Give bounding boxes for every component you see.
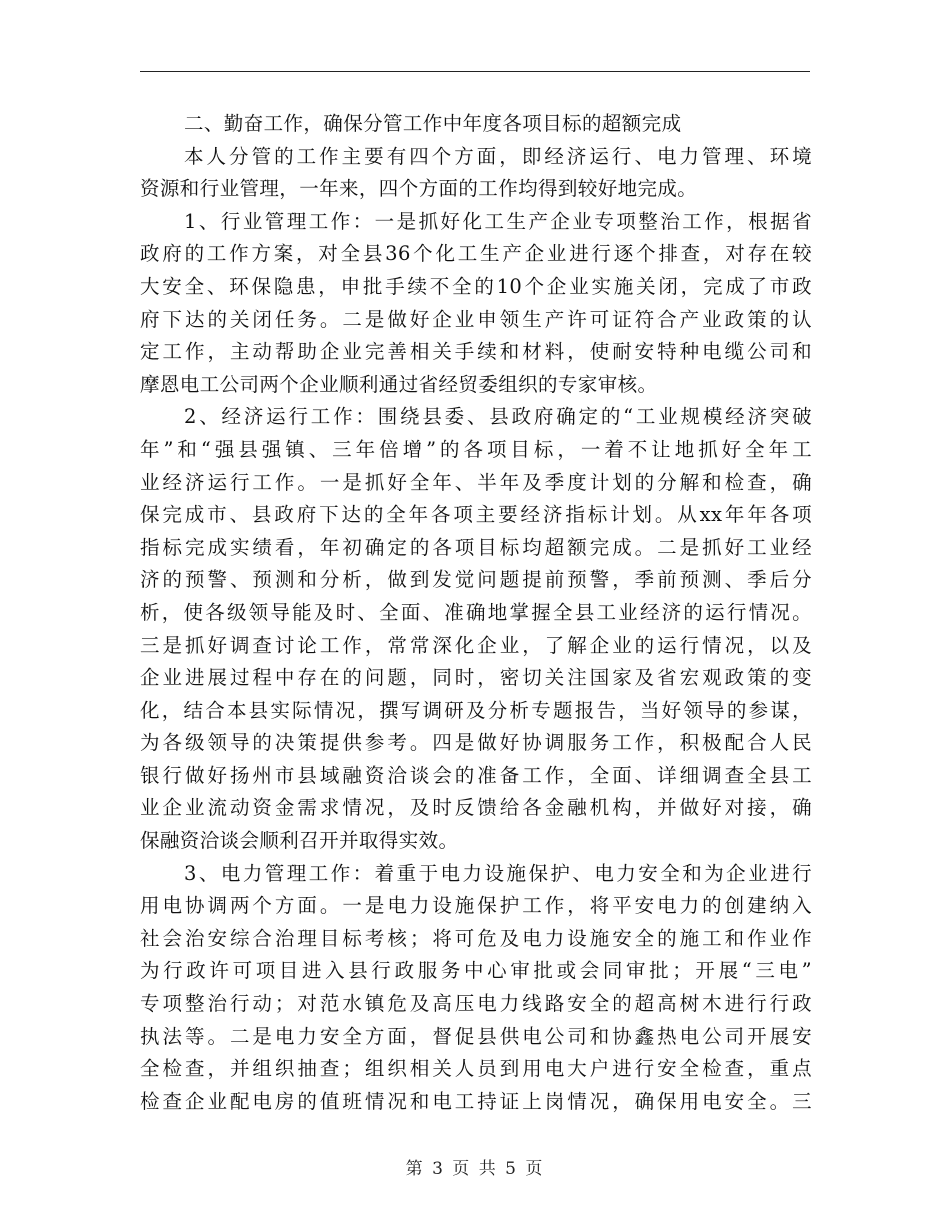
- text-line: 专项整治行动；对范水镇危及高压电力线路安全的超高树木进行行政: [140, 992, 812, 1016]
- text-line: 企业进展过程中存在的问题，同时，密切关注国家及省宏观政策的变: [140, 666, 812, 690]
- text-line: 社会治安综合治理目标考核；将可危及电力设施安全的施工和作业作: [140, 926, 812, 950]
- text-line: 检查企业配电房的值班情况和电工持证上岗情况，确保用电安全。三: [140, 1089, 812, 1113]
- body-text: [140, 108, 812, 1118]
- text-line: 为各级领导的决策提供参考。四是做好协调服务工作，积极配合人民: [140, 731, 812, 755]
- text-line: 三是抓好调查讨论工作，常常深化企业，了解企业的运行情况，以及: [140, 633, 812, 657]
- text-line: 本人分管的工作主要有四个方面，即经济运行、电力管理、环境: [184, 144, 812, 168]
- text-line: 业企业流动资金需求情况，及时反馈给各金融机构，并做好对接，确: [140, 796, 812, 820]
- text-line: 1、行业管理工作：一是抓好化工生产企业专项整治工作，根据省: [184, 209, 812, 233]
- text-line: 银行做好扬州市县域融资洽谈会的准备工作，全面、详细调查全县工: [140, 763, 812, 787]
- header-rule: [140, 71, 810, 72]
- text-line: 用电协调两个方面。一是电力设施保护工作，将平安电力的创建纳入: [140, 894, 812, 918]
- text-line: 保完成市、县政府下达的全年各项主要经济指标计划。从xx年年各项: [140, 503, 812, 527]
- text-line: 2、经济运行工作：围绕县委、县政府确定的“工业规模经济突破: [184, 405, 812, 429]
- text-line: 为行政许可项目进入县行政服务中心审批或会同审批；开展“三电”: [140, 959, 812, 983]
- text-line: 保融资洽谈会顺利召开并取得实效。: [140, 829, 459, 853]
- text-line: 济的预警、预测和分析，做到发觉问题提前预警，季前预测、季后分: [140, 568, 812, 592]
- text-line: 年”和“强县强镇、三年倍增”的各项目标，一着不让地抓好全年工: [140, 437, 812, 461]
- text-line: 定工作，主动帮助企业完善相关手续和材料，使耐安特种电缆公司和: [140, 340, 812, 364]
- text-line: 资源和行业管理，一年来，四个方面的工作均得到较好地完成。: [140, 177, 698, 201]
- text-line: 3、电力管理工作：着重于电力设施保护、电力安全和为企业进行: [184, 861, 812, 885]
- text-line: 业经济运行工作。一是抓好全年、半年及季度计划的分解和检查，确: [140, 470, 812, 494]
- text-line: 政府的工作方案，对全县36个化工生产企业进行逐个排查，对存在较: [140, 242, 812, 266]
- text-line: 府下达的关闭任务。二是做好企业申领生产许可证符合产业政策的认: [140, 307, 812, 331]
- text-line: 摩恩电工公司两个企业顺利通过省经贸委组织的专家审核。: [140, 372, 658, 396]
- text-line: 大安全、环保隐患，申批手续不全的10个企业实施关闭，完成了市政: [140, 274, 812, 298]
- page-number-footer: 第 3 页 共 5 页: [405, 1159, 545, 1179]
- text-line: 指标完成实绩看，年初确定的各项目标均超额完成。二是抓好工业经: [140, 535, 812, 559]
- section-heading: 二、勤奋工作，确保分管工作中年度各项目标的超额完成: [184, 112, 682, 135]
- text-line: 化，结合本县实际情况，撰写调研及分析专题报告，当好领导的参谋，: [140, 698, 812, 722]
- text-line: 全检查，并组织抽查；组织相关人员到用电大户进行安全检查，重点: [140, 1057, 812, 1081]
- text-line: 执法等。二是电力安全方面，督促县供电公司和协鑫热电公司开展安: [140, 1024, 812, 1048]
- text-line: 析，使各级领导能及时、全面、准确地掌握全县工业经济的运行情况。: [140, 600, 812, 624]
